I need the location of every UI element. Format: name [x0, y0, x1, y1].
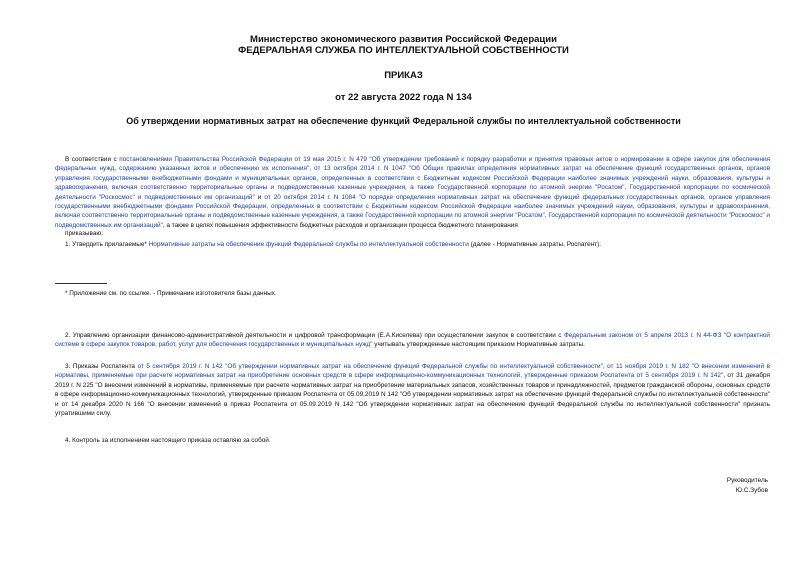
item-3-prefix: 3. Приказы Роспатента: [65, 363, 138, 370]
item-3-link-order-142[interactable]: от 5 сентября 2019 г. N 142 "Об утверждении нормативных затрат на обеспечение функций Федеральной службы по интеллектуальной собственности": [137, 363, 603, 370]
item-2-paragraph: [55, 331, 770, 350]
service-name: ФЕДЕРАЛЬНАЯ СЛУЖБА ПО ИНТЕЛЛЕКТУАЛЬНОЙ СОБСТВЕННОСТИ: [238, 45, 569, 56]
item-2-link-federal-law-44[interactable]: Федеральным законом от 5 апреля 2013 г. N 44-ФЗ "О контрактной системе в сфере закупок товаров, работ, услуг для обеспечения государственных и муниципальных нужд": [55, 332, 770, 349]
item-1-prefix: 1. Утвердить прилагаемые*: [65, 241, 149, 248]
signatory-name: Ю.С.Зубов: [735, 487, 768, 494]
item-2-suffix: учитывать утвержденные настоящим приказом Нормативные затраты.: [372, 341, 585, 349]
document-date-number: от 22 августа 2022 года N 134: [335, 92, 472, 103]
preamble-text-3: , а также в целях повышения эффективности бюджетных расходов и организации процесса бюджетного планирования: [162, 221, 518, 229]
preamble-paragraph: [55, 155, 770, 230]
ministry-name: Министерство экономического развития Российской Федерации: [250, 34, 557, 45]
footnote-text: * Приложение см. по ссылке. - Примечание изготовителя базы данных.: [65, 290, 277, 297]
item-1-link-normative-costs[interactable]: Нормативные затраты на обеспечение функций Федеральной службы по интеллектуальной собственности: [148, 241, 469, 248]
item-1-paragraph: [55, 240, 770, 249]
preamble-link-decree-1084[interactable]: от 20 октября 2014 г. N 1084 "О порядке определения нормативных затрат на обеспечение функций федеральных государственных органов, органов управления государственными внебюджетными фондами Российской Федерации, определенных в соответствии с Бюджетным кодексом Российской Федерации наиболее значимых учреждений науки, образования, культуры и здравоохранения, включая соответственно территориальные органы и подведомственные казенные учреждения, а также Государственной корпорации по атомной энергии "Росатом", Государственной корпорации по космической деятельности "Роскосмос" и подведомственных им организаций": [55, 193, 770, 229]
footnote-divider: [55, 283, 107, 284]
item-1-suffix: (далее - Нормативные затраты, Роспатент).: [468, 241, 602, 248]
preamble-text-2: и: [254, 193, 265, 201]
item-4-paragraph: 4. Контроль за исполнением настоящего приказа оставляю за собой.: [65, 437, 271, 444]
item-3-paragraph: [55, 362, 770, 418]
item-3-rest: , от 31 декабря 2019 г. N 225 "О внесении изменений в нормативы, применяемые при расчете нормативных затрат на приобретение материальных запасов, хозяйственных товаров и принадлежностей, предметов гражданской обороны, основных средств в сфере информационно-коммуникационных технологий, утвержденные приказом Роспатента от 05.09.2019 N 142 "Об утверждении нормативных затрат на обеспечение функций Федеральной службы по интеллектуальной собственности" и от 14 декабря 2020 N 166 "О внесении изменений в приказ Роспатента от 05.09.2019 N 142 "Об утверждении нормативных затрат на обеспечение функций Федеральной службы по интеллектуальной собственности" признать утратившими силу.: [55, 372, 770, 418]
preamble-text-1: В соответствии с: [65, 156, 120, 163]
item-3-mid: ,: [602, 363, 608, 370]
preamble-link-decrees[interactable]: постановлениями Правительства Российской Федерации от 19 мая 2015 г. N 479 "Об утверждении требований к порядку разработки и принятия правовых актов о нормировании в сфере закупок для обеспечения федеральных нужд, содержанию указанных актов и обеспечению их исполнения", от 13 октября 2014 г. N 1047 "Об Общих правилах определения нормативных затрат на обеспечение функций государственных органов, органов управления государственными внебюджетными фондами и муниципальных органов, определенных в соответствии с Бюджетным кодексом Российской Федерации наиболее значимых учреждений науки, образования, культуры и здравоохранения, включая соответственно территориальные органы и подведомственные казенные учреждения, а также Государственной корпорации по атомной энергии "Росатом", Государственной корпорации по космической деятельности "Роскосмос" и подведомственных им организаций": [55, 156, 770, 201]
item-3-link-order-182[interactable]: от 11 ноября 2019 г. N 182 "О внесении изменений в нормативы, применяемые при расчете нормативных затрат на приобретение основных средств в сфере информационно-коммуникационных технологий, утвержденные приказом Роспатента от 5 сентября 2019 г. N 142": [55, 363, 770, 380]
orders-label: приказываю:: [65, 230, 103, 237]
document-title: Об утверждении нормативных затрат на обеспечение функций Федеральной службы по интеллектуальной собственности: [126, 116, 681, 126]
item-2-prefix: 2. Управлению организации финансово-административной деятельности и цифровой трансформации (Е.А.Киселева) при осуществлении закупок в соответствии с: [65, 332, 564, 339]
document-type: ПРИКАЗ: [384, 70, 423, 81]
signatory-position: Руководитель: [726, 477, 768, 484]
